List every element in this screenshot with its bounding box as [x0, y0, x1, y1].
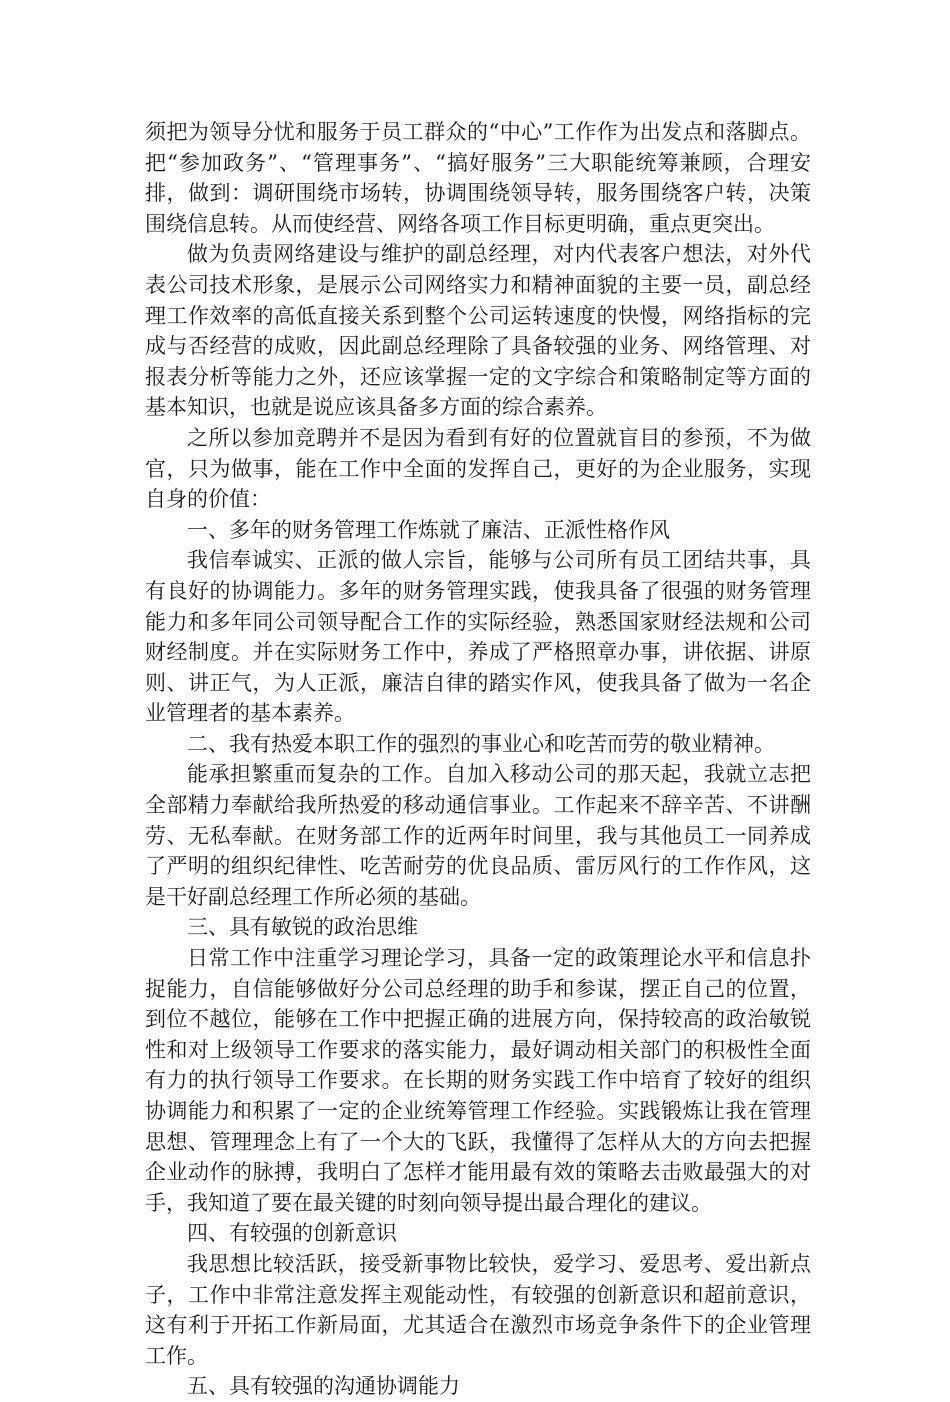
paragraph-section-2: 能承担繁重而复杂的工作。自加入移动公司的那天起，我就立志把全部精力奉献给我所热爱的移动通信事业。工作起来不辞辛苦、不讲酬劳、无私奉献。在财务部工作的近两年时间里，我与其他员工一同养成了严明的组织纪律性、吃苦耐劳的优良品质、雷厉风行的工作作风，这是干好副总经理工作所必须的基础。 [145, 762, 811, 909]
section-heading-2: 二、我有热爱本职工作的强烈的事业心和吃苦而劳的敬业精神。 [187, 731, 775, 756]
paragraph-section-4: 我思想比较活跃，接受新事物比较快，爱学习、爱思考、爱出新点子，工作中非常注意发挥主观能动性，有较强的创新意识和超前意识，这有利于开拓工作新局面，尤其适合在激烈市场竞争条件下的企业管理工作。 [145, 1251, 811, 1368]
paragraph-motivation: 之所以参加竞聘并不是因为看到有好的位置就盲目的参预，不为做官，只为做事，能在工作中全面的发挥自己，更好的为企业服务，实现自身的价值： [145, 425, 811, 512]
paragraph-intro-continued: 须把为领导分忧和服务于员工群众的“中心”工作作为出发点和落脚点。把“参加政务”、“管理事务”、“搞好服务”三大职能统筹兼顾，合理安排，做到：调研围绕市场转，协调围绕领导转，服务围绕客户转，决策围绕信息转。从而使经营、网络各项工作目标更明确，重点更突出。 [145, 120, 811, 236]
section-heading-5: 五、具有较强的沟通协调能力 [187, 1374, 460, 1399]
paragraph-section-1: 我信奉诚实、正派的做人宗旨，能够与公司所有员工团结共事，具有良好的协调能力。多年的财务管理实践，使我具备了很强的财务管理能力和多年同公司领导配合工作的实际经验，熟悉国家财经法规和公司财经制度。并在实际财务工作中，养成了严格照章办事，讲依据、讲原则、讲正气，为人正派，廉洁自律的踏实作风，使我具备了做为一名企业管理者的基本素养。 [145, 548, 811, 726]
section-heading-4: 四、有较强的创新意识 [187, 1221, 397, 1246]
paragraph-role-description: 做为负责网络建设与维护的副总经理，对内代表客户想法，对外代表公司技术形象，是展示公司网络实力和精神面貌的主要一员，副总经理工作效率的高低直接关系到整个公司运转速度的快慢，网络指标的完成与否经营的成败，因此副总经理除了具备较强的业务、网络管理、对报表分析等能力之外，还应该掌握一定的文字综合和策略制定等方面的基本知识，也就是说应该具备多方面的综合素养。 [145, 242, 811, 420]
document-page [145, 117, 811, 1402]
paragraph-section-3: 日常工作中注重学习理论学习，具备一定的政策理论水平和信息扑捉能力，自信能够做好分公司总经理的助手和参谋，摆正自己的位置，到位不越位，能够在工作中把握正确的进展方向，保持较高的政治敏锐性和对上级领导工作要求的落实能力，最好调动相关部门的积极性全面有力的执行领导工作要求。在长期的财务实践工作中培育了较好的组织协调能力和积累了一定的企业统筹管理工作经验。实践锻炼让我在管理思想、管理理念上有了一个大的飞跃，我懂得了怎样从大的方向去把握企业动作的脉搏，我明白了怎样才能用最有效的策略去击败最强大的对手，我知道了要在最关键的时刻向领导提出最合理化的建议。 [145, 946, 811, 1215]
section-heading-1: 一、多年的财务管理工作炼就了廉洁、正派性格作风 [187, 517, 670, 542]
section-heading-3: 三、具有敏锐的政治思维 [187, 915, 418, 940]
